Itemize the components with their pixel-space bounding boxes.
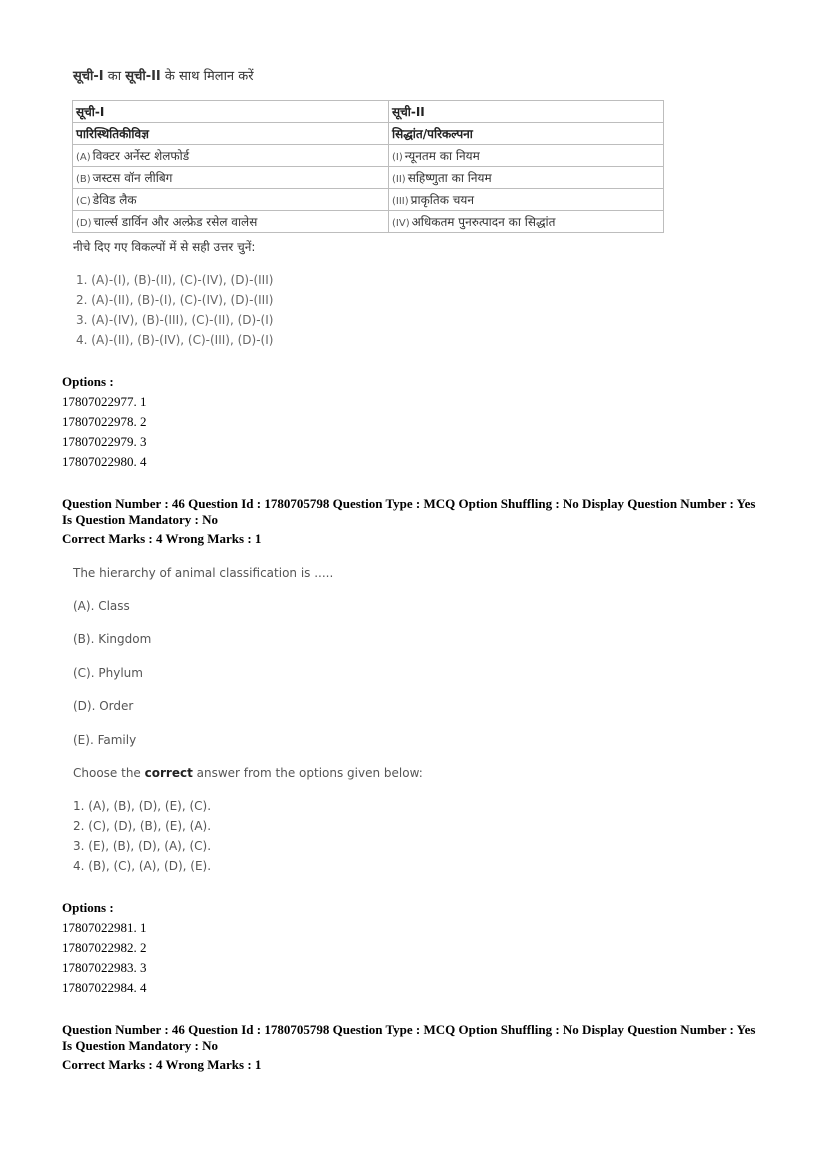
row-text: चार्ल्स डार्विन और अल्फ्रेड रसेल वालेस <box>93 215 258 229</box>
table-subheader-ecologist: पारिस्थितिकीविज्ञ <box>73 123 389 145</box>
q2-option-id: 17807022983. 3 <box>62 960 147 975</box>
q1-option-id: 17807022978. 2 <box>62 414 147 429</box>
table-cell-left <box>73 145 389 167</box>
table-cell-right <box>389 189 664 211</box>
row-tag: (B) <box>76 174 91 185</box>
table-cell-right <box>389 167 664 189</box>
table-subheader-theory: सिद्धांत/परिकल्पना <box>389 123 664 145</box>
q1-intro-conj: का <box>103 69 126 84</box>
row-text: सहिष्णुता का नियम <box>407 171 492 185</box>
q1-intro-list1: सूची-I <box>73 69 104 84</box>
q2-option-id: 17807022981. 1 <box>62 920 147 935</box>
table-row <box>73 145 664 167</box>
table-row <box>73 189 664 211</box>
row-text: जस्टस वॉन लीबिग <box>92 171 173 185</box>
q2-choose-instruction <box>73 766 423 780</box>
q1-option-id: 17807022980. 4 <box>62 454 147 469</box>
q2-meta-line1: Question Number : 46 Question Id : 1780705798 Question Type : MCQ Option Shuffling : No Display Question Number : Yes <box>62 496 756 511</box>
q3-meta-line2: Is Question Mandatory : No <box>62 1038 219 1053</box>
choose-part: answer from the options given below: <box>192 766 423 780</box>
row-tag: (A) <box>76 152 91 163</box>
q1-prompt: नीचे दिए गए विकल्पों में से सही उत्तर चुनें: <box>73 240 256 254</box>
q2-item: (C). Phylum <box>73 666 143 680</box>
q1-choice: 1. (A)-(I), (B)-(II), (C)-(IV), (D)-(III) <box>76 273 274 287</box>
row-text: विक्टर अर्नेस्ट शेलफोर्ड <box>92 149 190 163</box>
row-tag: (I) <box>392 152 403 163</box>
q2-choice: 4. (B), (C), (A), (D), (E). <box>73 859 212 873</box>
q1-intro-list2: सूची-II <box>125 69 161 84</box>
row-tag: (C) <box>76 196 91 207</box>
choose-part: Choose the <box>73 766 145 780</box>
table-cell-left <box>73 189 389 211</box>
q2-option-id: 17807022982. 2 <box>62 940 147 955</box>
q2-choice: 3. (E), (B), (D), (A), (C). <box>73 839 212 853</box>
q2-meta-line3: Correct Marks : 4 Wrong Marks : 1 <box>62 531 262 546</box>
table-header-row <box>73 101 664 123</box>
table-cell-right <box>389 211 664 233</box>
table-cell-right <box>389 145 664 167</box>
table-row <box>73 167 664 189</box>
choose-emphasis: correct <box>144 766 193 780</box>
q1-option-id: 17807022977. 1 <box>62 394 147 409</box>
q1-intro-rest: के साथ मिलान करें <box>160 69 254 84</box>
row-text: अधिकतम पुनरुत्पादन का सिद्धांत <box>411 215 556 229</box>
q3-meta-line1: Question Number : 46 Question Id : 1780705798 Question Type : MCQ Option Shuffling : No Display Question Number : Yes <box>62 1022 756 1037</box>
row-tag: (II) <box>392 174 406 185</box>
q2-choice: 2. (C), (D), (B), (E), (A). <box>73 819 212 833</box>
row-tag: (IV) <box>392 218 410 229</box>
q2-choice: 1. (A), (B), (D), (E), (C). <box>73 799 212 813</box>
row-text: न्यूनतम का नियम <box>404 149 480 163</box>
q1-options-label: Options : <box>62 374 114 389</box>
q1-choice: 2. (A)-(II), (B)-(I), (C)-(IV), (D)-(III) <box>76 293 274 307</box>
row-tag: (D) <box>76 218 92 229</box>
q2-stem: The hierarchy of animal classification is ..... <box>73 566 334 580</box>
q1-choice: 4. (A)-(II), (B)-(IV), (C)-(III), (D)-(I) <box>76 333 274 347</box>
q3-meta-line3: Correct Marks : 4 Wrong Marks : 1 <box>62 1057 262 1072</box>
table-cell-left <box>73 167 389 189</box>
q2-item: (A). Class <box>73 599 130 613</box>
q2-option-id: 17807022984. 4 <box>62 980 147 995</box>
q1-intro <box>73 66 254 84</box>
q2-item: (E). Family <box>73 733 137 747</box>
q2-item: (D). Order <box>73 699 134 713</box>
q2-meta-line2: Is Question Mandatory : No <box>62 512 219 527</box>
row-tag: (III) <box>392 196 409 207</box>
q1-choice: 3. (A)-(IV), (B)-(III), (C)-(II), (D)-(I) <box>76 313 274 327</box>
table-cell-left <box>73 211 389 233</box>
match-table <box>72 100 664 233</box>
row-text: प्राकृतिक चयन <box>410 193 475 207</box>
table-header-list1: सूची-I <box>73 101 389 123</box>
table-subheader-row <box>73 123 664 145</box>
table-header-list2: सूची-II <box>389 101 664 123</box>
row-text: डेविड लैक <box>92 193 137 207</box>
q2-item: (B). Kingdom <box>73 632 152 646</box>
q2-options-label: Options : <box>62 900 114 915</box>
q1-option-id: 17807022979. 3 <box>62 434 147 449</box>
table-row <box>73 211 664 233</box>
